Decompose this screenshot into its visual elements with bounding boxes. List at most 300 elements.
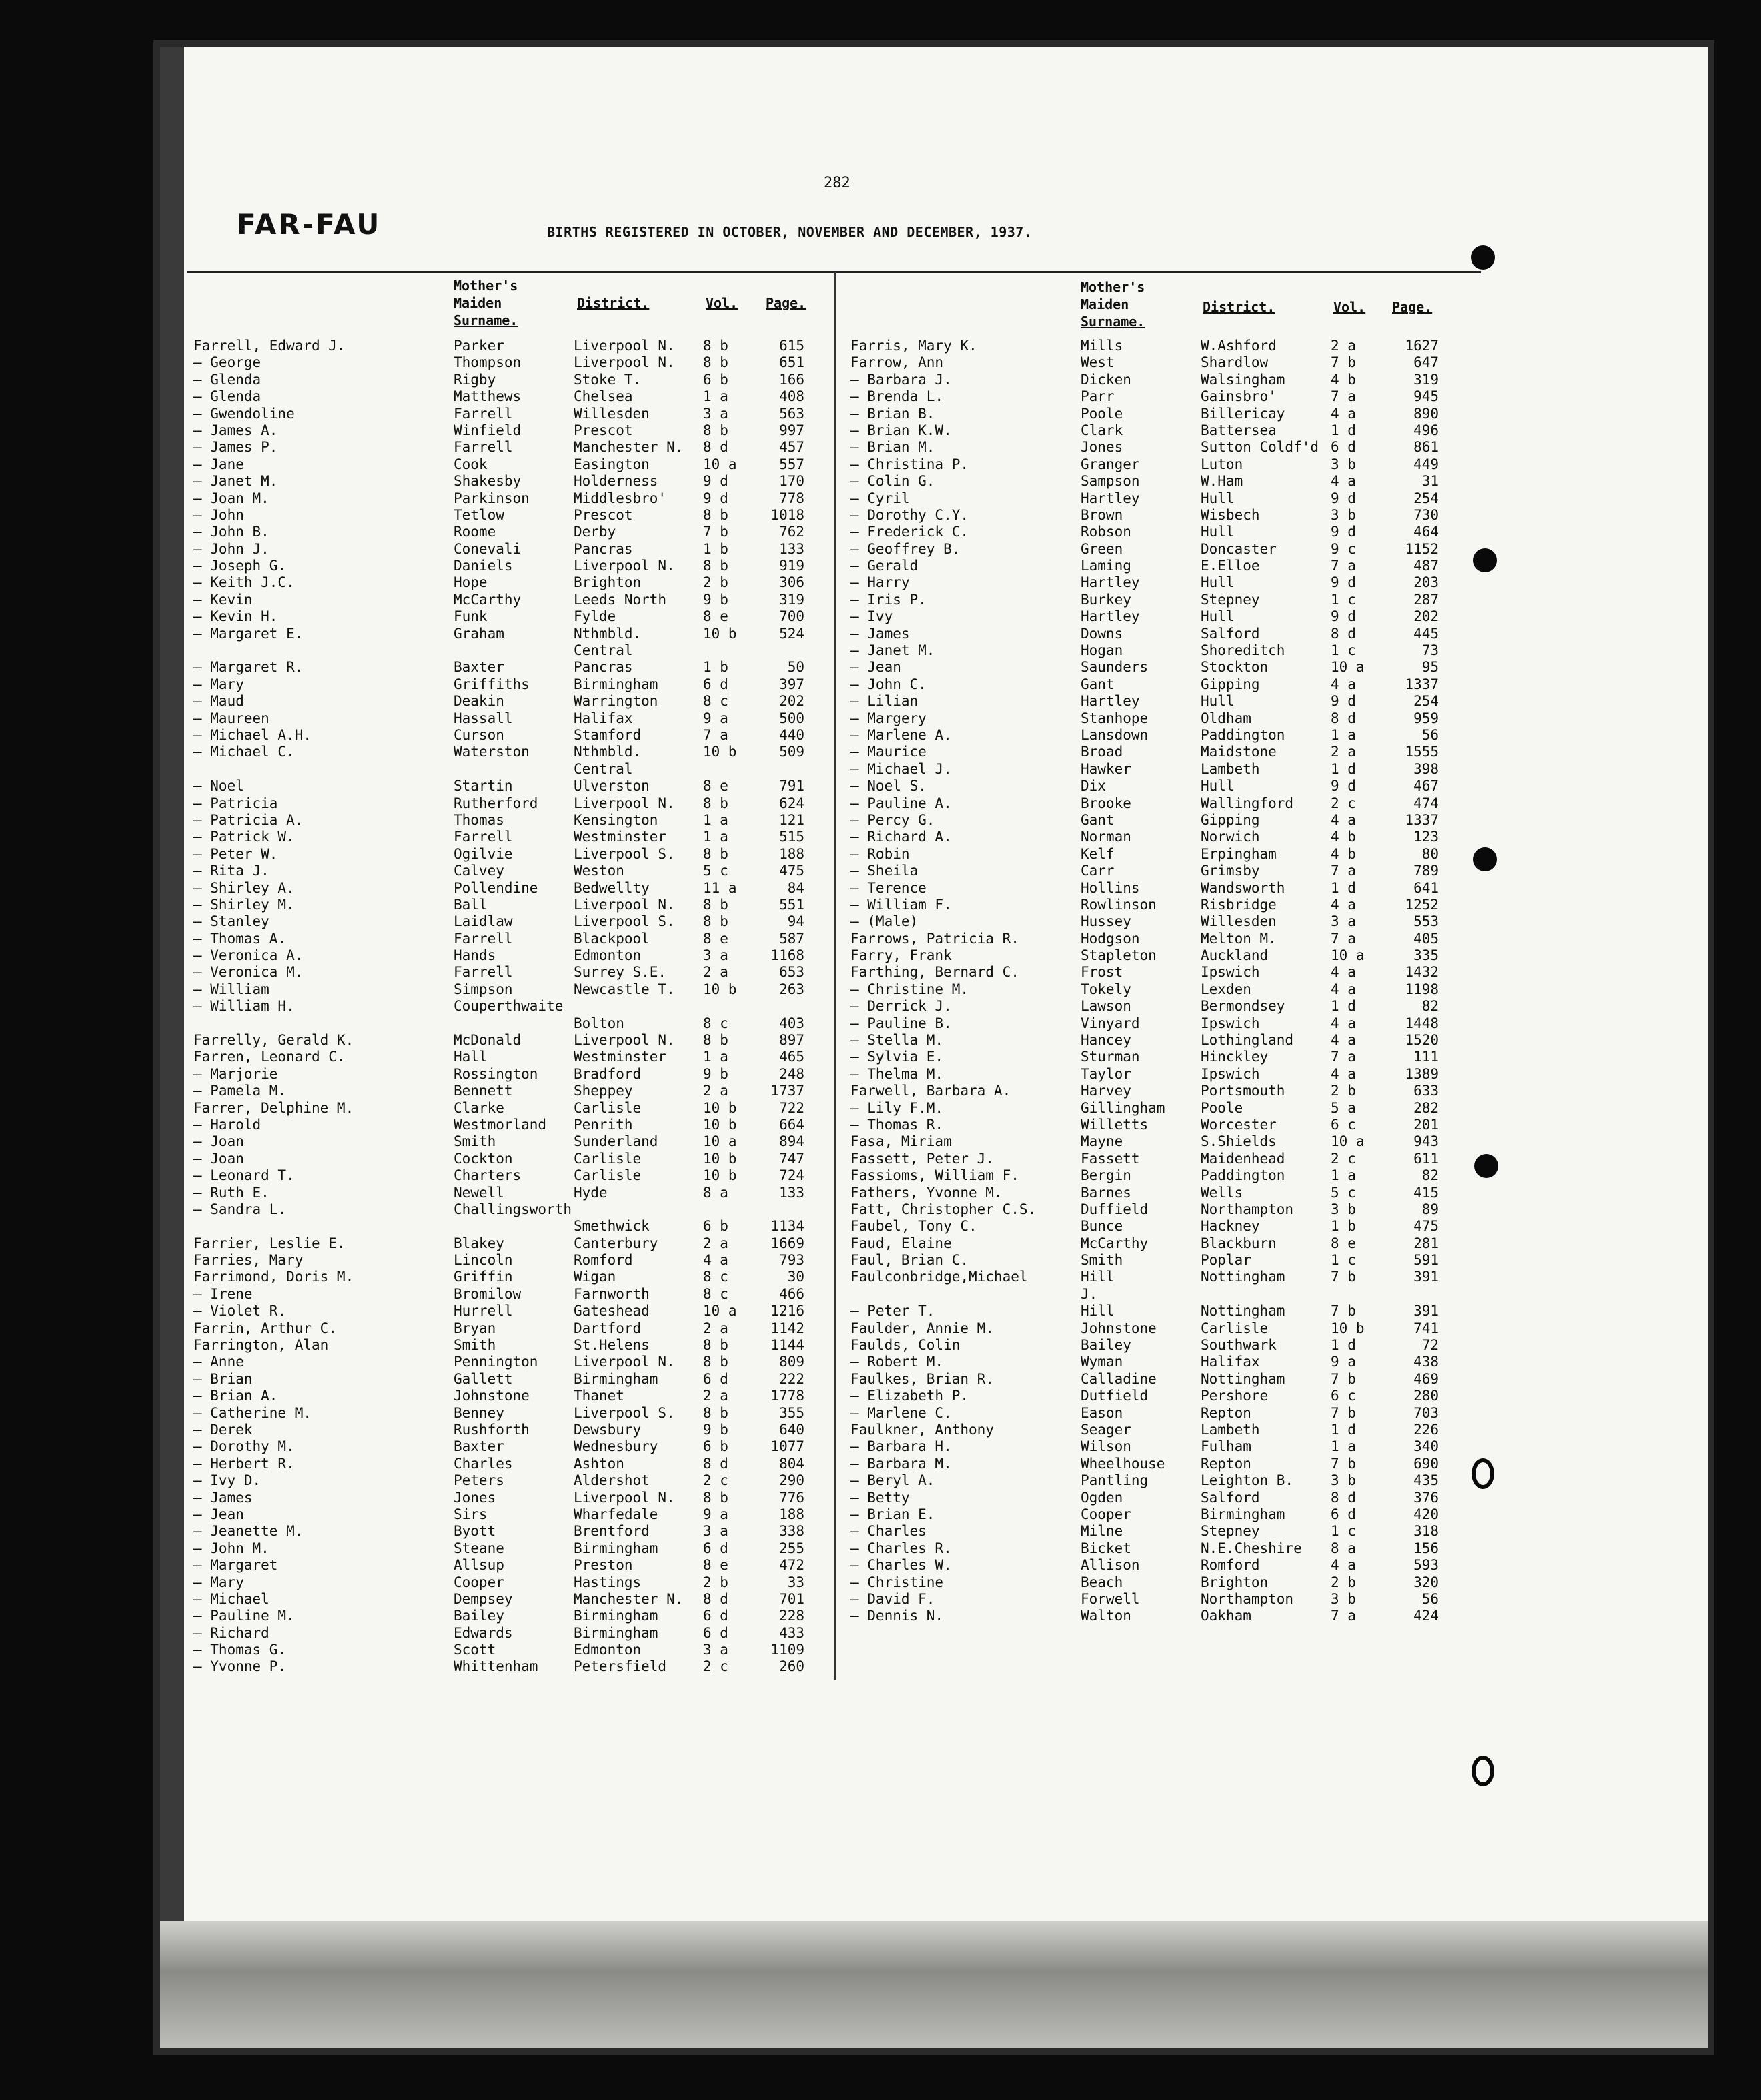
- volume: 4 b: [1331, 371, 1356, 388]
- table-row: [850, 1218, 1484, 1235]
- entry-name: Farries, Mary: [193, 1252, 304, 1269]
- entry-name: — Derrick J.: [850, 998, 952, 1015]
- entry-name: — Robin: [850, 845, 910, 862]
- mother-maiden-surname: Cook: [454, 456, 488, 472]
- mother-maiden-surname: Ogden: [1081, 1489, 1123, 1506]
- page-ref: 340: [1413, 1438, 1439, 1455]
- page-ref: 80: [1421, 845, 1439, 862]
- mother-maiden-surname: Robson: [1081, 524, 1131, 540]
- registration-district: Smethwick: [574, 1218, 650, 1235]
- volume: 10 b: [703, 1167, 737, 1184]
- table-row: [850, 778, 1484, 795]
- table-row: [850, 1015, 1484, 1032]
- table-row: [193, 1642, 827, 1658]
- registration-district: Bermondsey: [1201, 998, 1285, 1015]
- mother-maiden-surname: Harvey: [1081, 1083, 1131, 1099]
- entry-name: — Thomas R.: [850, 1116, 944, 1133]
- registration-district: Hull: [1201, 693, 1235, 710]
- volume: 4 a: [1331, 811, 1356, 828]
- entry-name: — David F.: [850, 1590, 935, 1607]
- volume: 8 b: [703, 338, 728, 354]
- table-row: [193, 863, 827, 879]
- entry-name: — Barbara H.: [850, 1438, 952, 1455]
- punch-hole-icon: [1471, 245, 1495, 270]
- table-row: [193, 1658, 827, 1675]
- column-divider: [834, 272, 836, 1680]
- table-row: [850, 473, 1484, 490]
- page-ref: 464: [1413, 524, 1439, 540]
- table-row: [850, 1591, 1484, 1608]
- volume: 9 d: [1331, 608, 1356, 625]
- volume: 8 c: [703, 1269, 728, 1285]
- volume: 7 b: [1331, 354, 1356, 371]
- entry-name: — Anne: [193, 1354, 244, 1370]
- page-ref: 281: [1413, 1235, 1439, 1251]
- table-row: [193, 1117, 827, 1133]
- page-ref: 496: [1413, 422, 1439, 438]
- table-row: [193, 1337, 827, 1354]
- registration-district: Farnworth: [574, 1285, 650, 1302]
- entry-name: Farrington, Alan: [193, 1337, 329, 1354]
- registration-district: W.Ashford: [1201, 338, 1277, 354]
- volume: 9 c: [1331, 540, 1356, 557]
- entry-name: — Lilian: [850, 693, 919, 710]
- mother-maiden-surname: Hassall: [454, 710, 513, 726]
- page-ref: 593: [1413, 1557, 1439, 1574]
- volume: 8 e: [703, 778, 728, 795]
- entry-name: — Brian M.: [850, 439, 935, 456]
- mother-maiden-surname: Cockton: [454, 1150, 513, 1167]
- entry-name: — Glenda: [193, 388, 261, 405]
- registration-district: Paddington: [1201, 1167, 1285, 1184]
- mother-maiden-surname: Seager: [1081, 1422, 1131, 1438]
- volume: 6 d: [1331, 1506, 1356, 1522]
- table-row: [850, 1066, 1484, 1083]
- page-ref: 73: [1421, 642, 1439, 659]
- mother-maiden-surname: Tetlow: [454, 506, 504, 523]
- page-ref: 318: [1413, 1523, 1439, 1540]
- registration-district: Liverpool N.: [574, 558, 675, 574]
- registration-district: Erpingham: [1201, 845, 1277, 862]
- mother-maiden-surname: Stapleton: [1081, 947, 1157, 964]
- table-row: [193, 626, 827, 642]
- mother-maiden-surname: Laming: [1081, 558, 1131, 574]
- page-ref: 1555: [1405, 744, 1439, 760]
- page-ref: 449: [1413, 456, 1439, 472]
- table-row: [193, 642, 827, 659]
- entry-name: Farrelly, Gerald K.: [193, 1032, 354, 1049]
- volume: 7 a: [1331, 1608, 1356, 1624]
- registration-district: Halifax: [1201, 1354, 1260, 1370]
- page-ref: 133: [779, 1184, 804, 1201]
- mother-maiden-surname: Blakey: [454, 1235, 504, 1251]
- mother-maiden-surname: Dempsey: [454, 1590, 513, 1607]
- registration-district: Central: [574, 760, 633, 777]
- mother-maiden-surname: Thompson: [454, 354, 522, 371]
- mother-maiden-surname: Rutherford: [454, 795, 538, 811]
- volume: 1 c: [1331, 1523, 1356, 1540]
- mother-maiden-surname: Saunders: [1081, 659, 1149, 676]
- table-row: [850, 1049, 1484, 1065]
- page-ref: 741: [1413, 1320, 1439, 1336]
- entry-name: — Robert M.: [850, 1354, 944, 1370]
- table-row: [850, 1354, 1484, 1370]
- entry-name: — Beryl A.: [850, 1472, 935, 1489]
- page-ref: 188: [779, 1506, 804, 1522]
- mother-maiden-surname: Pennington: [454, 1354, 538, 1370]
- mother-maiden-surname: Baxter: [454, 1438, 504, 1455]
- registration-district: Bolton: [574, 1015, 624, 1031]
- table-row: [850, 812, 1484, 829]
- registration-district: Carlisle: [1201, 1320, 1269, 1336]
- page-ref: 615: [779, 338, 804, 354]
- table-row: [193, 439, 827, 456]
- vol-header: Vol.: [706, 295, 738, 311]
- volume: 8 c: [703, 1015, 728, 1031]
- volume: 10 b: [703, 1150, 737, 1167]
- page-ref: 457: [779, 439, 804, 456]
- volume: 9 d: [703, 473, 728, 490]
- table-row: [193, 1405, 827, 1422]
- volume: 4 a: [1331, 676, 1356, 692]
- page-ref: 121: [779, 811, 804, 828]
- mother-maiden-surname: Parker: [454, 338, 504, 354]
- table-row: [193, 1133, 827, 1150]
- entry-name: — Yvonne P.: [193, 1658, 287, 1675]
- table-row: [850, 1303, 1484, 1320]
- mother-maiden-surname: Lincoln: [454, 1252, 513, 1269]
- table-row: [193, 1066, 827, 1083]
- entry-name: Fatt, Christopher C.S.: [850, 1201, 1037, 1217]
- mother-maiden-surname: Carr: [1081, 863, 1115, 879]
- page-ref: 1627: [1405, 338, 1439, 354]
- entry-name: — Christine M.: [850, 981, 969, 997]
- volume: 4 a: [1331, 1032, 1356, 1049]
- page-ref: 287: [1413, 591, 1439, 608]
- page-ref: 56: [1421, 1590, 1439, 1607]
- page-ref: 226: [1413, 1422, 1439, 1438]
- registration-district: Blackpool: [574, 930, 650, 947]
- table-row: [193, 998, 827, 1015]
- mother-maiden-surname: Cooper: [1081, 1506, 1131, 1522]
- volume: 7 b: [1331, 1370, 1356, 1387]
- page-ref: 201: [1413, 1116, 1439, 1133]
- entry-name: — Brian: [193, 1370, 253, 1387]
- page-ref: 403: [779, 1015, 804, 1031]
- mother-maiden-surname: Newell: [454, 1184, 504, 1201]
- registration-district: Shardlow: [1201, 354, 1269, 371]
- registration-district: Penrith: [574, 1116, 633, 1133]
- entry-name: — Keith J.C.: [193, 574, 295, 591]
- mother-maiden-surname: Gallett: [454, 1370, 513, 1387]
- table-row: [850, 1100, 1484, 1117]
- table-row: [193, 524, 827, 540]
- mother-maiden-surname: Rowlinson: [1081, 896, 1157, 913]
- mother-maiden-surname: Charles: [454, 1455, 513, 1472]
- registration-district: Birmingham: [574, 1608, 658, 1624]
- page-ref: 722: [779, 1099, 804, 1116]
- registration-district: Edmonton: [574, 947, 642, 964]
- table-row: [850, 439, 1484, 456]
- entry-name: — Pauline M.: [193, 1608, 295, 1624]
- entry-name: — Joan: [193, 1150, 244, 1167]
- entry-name: — Janet M.: [850, 642, 935, 659]
- page-ref: 472: [779, 1557, 804, 1574]
- page-ref: 487: [1413, 558, 1439, 574]
- page-ref: 440: [779, 726, 804, 743]
- registration-district: Lothingland: [1201, 1032, 1294, 1049]
- entry-name: — Harold: [193, 1116, 261, 1133]
- volume: 1 d: [1331, 1422, 1356, 1438]
- registration-district: Brighton: [1201, 1574, 1269, 1590]
- mmn-header-line3: Surname.: [454, 312, 518, 328]
- entry-name: Farren, Leonard C.: [193, 1049, 346, 1065]
- page-ref: 1669: [770, 1235, 804, 1251]
- table-row: [193, 1303, 827, 1320]
- table-row: [193, 829, 827, 845]
- mother-maiden-surname: Bergin: [1081, 1167, 1131, 1184]
- volume: 1 a: [1331, 1167, 1356, 1184]
- volume: 5 c: [703, 863, 728, 879]
- mother-maiden-surname: Burkey: [1081, 591, 1131, 608]
- registration-district: Liverpool N.: [574, 1489, 675, 1506]
- volume: 8 d: [1331, 625, 1356, 642]
- entry-name: — James A.: [193, 422, 278, 438]
- page-ref: 563: [779, 405, 804, 422]
- table-row: [850, 1557, 1484, 1574]
- mother-maiden-surname: Couperthwaite: [454, 998, 564, 1015]
- page-ref: 793: [779, 1252, 804, 1269]
- page-ref: 319: [1413, 371, 1439, 388]
- volume: 6 b: [703, 1438, 728, 1455]
- entry-name: — Patrick W.: [193, 829, 295, 845]
- registration-district: Northampton: [1201, 1201, 1294, 1217]
- table-row: [193, 913, 827, 930]
- mother-maiden-surname: Wilson: [1081, 1438, 1131, 1455]
- table-row: [850, 863, 1484, 879]
- registration-district: Sutton Coldf'd: [1201, 439, 1319, 456]
- mother-maiden-surname: Brown: [1081, 506, 1123, 523]
- vol-header: Vol.: [1333, 299, 1366, 315]
- mother-maiden-surname: Curson: [454, 726, 504, 743]
- mother-maiden-surname: Funk: [454, 608, 488, 625]
- volume: 8 d: [1331, 710, 1356, 726]
- registration-district: Kensington: [574, 811, 658, 828]
- table-row: [193, 1235, 827, 1252]
- column-header: [193, 276, 827, 338]
- entry-name: — Frederick C.: [850, 524, 969, 540]
- table-row: [850, 1608, 1484, 1624]
- volume: 9 d: [1331, 524, 1356, 540]
- volume: 6 d: [1331, 439, 1356, 456]
- mother-maiden-surname: Roome: [454, 524, 496, 540]
- page-ref: 415: [1413, 1184, 1439, 1201]
- mother-maiden-surname: Peters: [454, 1472, 504, 1489]
- page-ref: 1168: [770, 947, 804, 964]
- registration-district: Hackney: [1201, 1218, 1260, 1235]
- volume: 1 d: [1331, 422, 1356, 438]
- page-ref: 640: [779, 1422, 804, 1438]
- registration-district: Salford: [1201, 625, 1260, 642]
- table-row: [850, 795, 1484, 812]
- mother-maiden-surname: Bromilow: [454, 1285, 522, 1302]
- entry-name: — William H.: [193, 998, 295, 1015]
- table-row: [193, 1490, 827, 1506]
- table-row: [193, 1456, 827, 1472]
- page-ref: 56: [1421, 726, 1439, 743]
- table-row: [193, 846, 827, 863]
- page-ref: 30: [787, 1269, 804, 1285]
- registration-district: Lambeth: [1201, 760, 1260, 777]
- volume: 1 a: [703, 811, 728, 828]
- table-row: [850, 1490, 1484, 1506]
- volume: 3 b: [1331, 1201, 1356, 1217]
- table-row: [193, 1201, 827, 1218]
- table-row: [193, 1371, 827, 1388]
- table-row: [193, 388, 827, 405]
- entry-name: — Geoffrey B.: [850, 540, 961, 557]
- mother-maiden-surname: J.: [1081, 1285, 1098, 1302]
- mmn-header-line3: Surname.: [1081, 314, 1145, 330]
- table-row: [193, 659, 827, 676]
- registration-district: Warrington: [574, 693, 658, 710]
- table-row: [850, 1032, 1484, 1049]
- mother-maiden-surname: Allsup: [454, 1557, 504, 1574]
- mother-maiden-surname: Mayne: [1081, 1133, 1123, 1150]
- entry-name: — Rita J.: [193, 863, 269, 879]
- volume: 2 c: [1331, 795, 1356, 811]
- page-ref: 228: [779, 1608, 804, 1624]
- page-ref: 466: [779, 1285, 804, 1302]
- mother-maiden-surname: Griffin: [454, 1269, 513, 1285]
- volume: 8 d: [703, 1455, 728, 1472]
- table-row: [850, 744, 1484, 760]
- page-ref: 894: [779, 1133, 804, 1150]
- registration-district: N.E.Cheshire: [1201, 1540, 1302, 1556]
- table-row: [193, 1218, 827, 1235]
- page-ref: 1337: [1405, 676, 1439, 692]
- page-ref: 701: [779, 1590, 804, 1607]
- page-ref: 1778: [770, 1388, 804, 1404]
- entry-name: Farrin, Arthur C.: [193, 1320, 337, 1336]
- registration-district: Liverpool N.: [574, 896, 675, 913]
- registration-district: Pershore: [1201, 1388, 1269, 1404]
- page-ref: 133: [779, 540, 804, 557]
- page-ref: 467: [1413, 778, 1439, 795]
- volume: 9 d: [1331, 490, 1356, 506]
- entry-name: — John M.: [193, 1540, 269, 1556]
- page-ref: 1142: [770, 1320, 804, 1336]
- table-row: [850, 1252, 1484, 1269]
- entry-name: — Mary: [193, 1574, 244, 1590]
- table-row: [850, 931, 1484, 947]
- page-ref: 804: [779, 1455, 804, 1472]
- registration-district: Hull: [1201, 778, 1235, 795]
- entry-name: Faubel, Tony C.: [850, 1218, 977, 1235]
- page-ref: 997: [779, 422, 804, 438]
- registration-district: Manchester N.: [574, 439, 684, 456]
- page-ref: 890: [1413, 405, 1439, 422]
- volume: 3 a: [1331, 913, 1356, 930]
- volume: 2 b: [1331, 1574, 1356, 1590]
- mmn-header-line1: Mother's: [454, 278, 518, 294]
- table-row: [850, 406, 1484, 422]
- volume: 6 d: [703, 1624, 728, 1641]
- mother-maiden-surname: Willetts: [1081, 1116, 1149, 1133]
- mother-maiden-surname: Hancey: [1081, 1032, 1131, 1049]
- mother-maiden-surname: Pantling: [1081, 1472, 1149, 1489]
- page-ref: 420: [1413, 1506, 1439, 1522]
- registration-district: Derby: [574, 524, 616, 540]
- entry-name: — Christine: [850, 1574, 944, 1590]
- volume: 1 a: [703, 1049, 728, 1065]
- registration-district: Gateshead: [574, 1303, 650, 1320]
- registration-district: Dartford: [574, 1320, 642, 1336]
- page-ref: 897: [779, 1032, 804, 1049]
- page-ref: 82: [1421, 1167, 1439, 1184]
- table-row: [850, 1269, 1484, 1285]
- registration-district: Stoke T.: [574, 371, 642, 388]
- page-ref: 72: [1421, 1337, 1439, 1354]
- column-header: [850, 276, 1484, 338]
- entry-name: — Betty: [850, 1489, 910, 1506]
- registration-district: Bradford: [574, 1065, 642, 1082]
- table-row: [850, 880, 1484, 897]
- entry-name: — Brian B.: [850, 405, 935, 422]
- entry-name: — Dorothy M.: [193, 1438, 295, 1455]
- mother-maiden-surname: Gillingham: [1081, 1099, 1165, 1116]
- registration-district: Stockton: [1201, 659, 1269, 676]
- mother-maiden-surname: Graham: [454, 625, 504, 642]
- volume: 9 d: [1331, 693, 1356, 710]
- table-row: [193, 1083, 827, 1099]
- page-ref: 778: [779, 490, 804, 506]
- page-ref: 445: [1413, 625, 1439, 642]
- volume: 10 b: [703, 744, 737, 760]
- entry-name: — Noel S.: [850, 778, 927, 795]
- right-entries: [850, 338, 1484, 1625]
- entry-name: — Gerald: [850, 558, 919, 574]
- ring-hole-icon: [1472, 1756, 1494, 1786]
- table-row: [193, 778, 827, 795]
- mother-maiden-surname: Barnes: [1081, 1184, 1131, 1201]
- volume: 1 a: [1331, 726, 1356, 743]
- page-ref: 647: [1413, 354, 1439, 371]
- volume: 8 b: [703, 1404, 728, 1421]
- mother-maiden-surname: Byott: [454, 1523, 496, 1540]
- table-row: [193, 710, 827, 727]
- mother-maiden-surname: Brooke: [1081, 795, 1131, 811]
- volume: 9 b: [703, 1065, 728, 1082]
- mother-maiden-surname: Startin: [454, 778, 513, 795]
- mother-maiden-surname: Farrell: [454, 829, 513, 845]
- entry-name: — Jean: [193, 1506, 244, 1522]
- registration-district: Central: [574, 642, 633, 659]
- page-ref: 376: [1413, 1489, 1439, 1506]
- volume: 3 a: [703, 947, 728, 964]
- volume: 1 c: [1331, 591, 1356, 608]
- mother-maiden-surname: Vinyard: [1081, 1015, 1140, 1031]
- volume: 8 b: [703, 913, 728, 930]
- left-entries: [193, 338, 827, 1676]
- table-row: [850, 456, 1484, 473]
- registration-district: Fulham: [1201, 1438, 1251, 1455]
- volume: 8 c: [703, 1285, 728, 1302]
- mother-maiden-surname: Wheelhouse: [1081, 1455, 1165, 1472]
- registration-district: Liverpool N.: [574, 1032, 675, 1049]
- entry-name: — Dorothy C.Y.: [850, 506, 969, 523]
- mother-maiden-surname: Hollins: [1081, 879, 1140, 896]
